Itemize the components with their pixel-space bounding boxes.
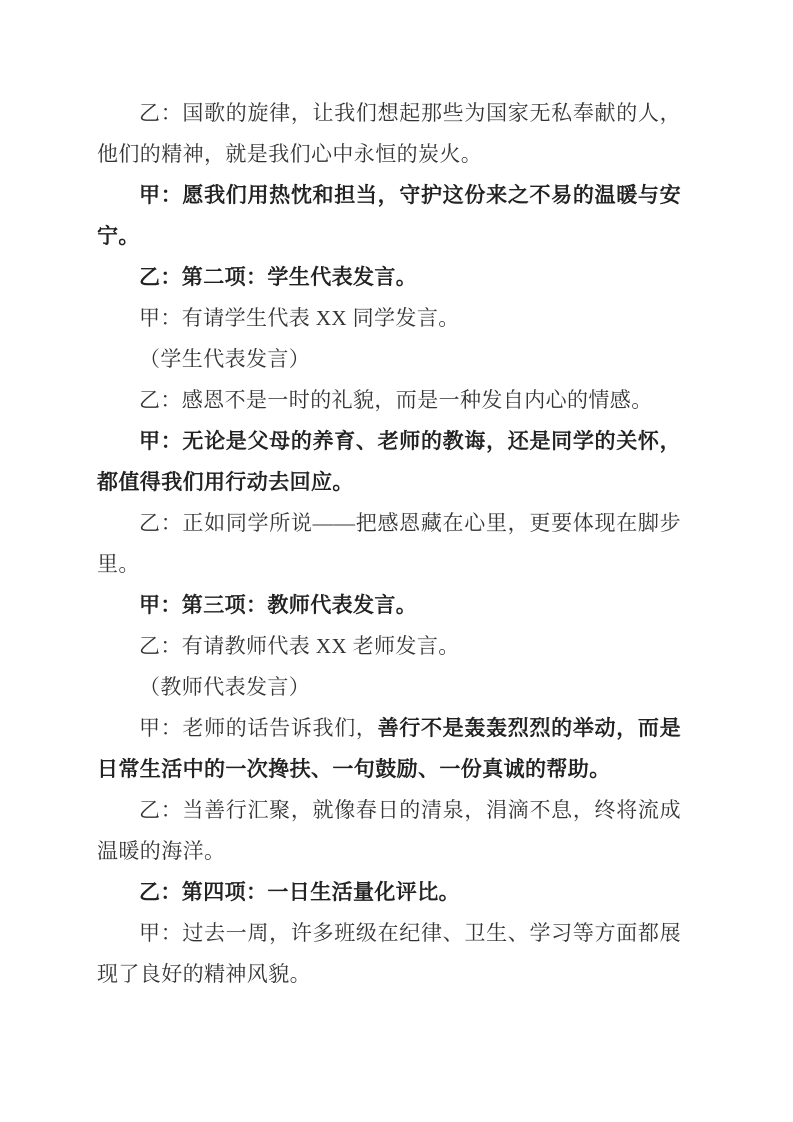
text-run: 乙：感恩不是一时的礼貌，而是一种发自内心的情感。 — [139, 388, 653, 412]
paragraph — [97, 708, 681, 790]
text-run: 甲：过去一周，许多班级在纪律、卫生、学习等方面都展现了良好的精神风貌。 — [97, 921, 681, 986]
text-run: 善行不是轰轰烈烈的举动，而是日常生活中的一次搀扶、一句鼓励、一份真诚的帮助。 — [97, 716, 681, 781]
text-run: 甲：无论是父母的养育、老师的教诲，还是同学的关怀，都值得我们用行动去回应。 — [97, 429, 681, 494]
paragraph — [97, 380, 681, 421]
text-run: 甲：第三项：教师代表发言。 — [139, 593, 418, 617]
text-run: 甲：有请学生代表 XX 同学发言。 — [139, 306, 460, 330]
text-run: 乙：第四项：一日生活量化评比。 — [139, 880, 460, 904]
text-run: （教师代表发言） — [139, 675, 311, 699]
text-run: 乙：正如同学所说——把感恩藏在心里，更要体现在脚步里。 — [97, 511, 681, 576]
text-run: 乙：有请教师代表 XX 老师发言。 — [139, 634, 460, 658]
paragraph — [97, 872, 681, 913]
paragraph — [97, 585, 681, 626]
paragraph — [97, 93, 681, 175]
paragraph — [97, 667, 681, 708]
paragraph — [97, 175, 681, 257]
text-run: 乙：国歌的旋律，让我们想起那些为国家无私奉献的人，他们的精神，就是我们心中永恒的炭火。 — [97, 101, 681, 166]
text-run: 甲：愿我们用热忱和担当，守护这份来之不易的温暖与安宁。 — [97, 183, 681, 248]
text-run: 乙：当善行汇聚，就像春日的清泉，涓滴不息，终将流成温暖的海洋。 — [97, 798, 681, 863]
document-body — [97, 93, 681, 995]
text-run: 甲：老师的话告诉我们， — [139, 716, 378, 740]
text-run: 乙：第二项：学生代表发言。 — [139, 265, 418, 289]
paragraph — [97, 257, 681, 298]
paragraph — [97, 339, 681, 380]
text-run: （学生代表发言） — [139, 347, 311, 371]
paragraph — [97, 790, 681, 872]
paragraph — [97, 626, 681, 667]
paragraph — [97, 913, 681, 995]
paragraph — [97, 298, 681, 339]
paragraph — [97, 503, 681, 585]
paragraph — [97, 421, 681, 503]
